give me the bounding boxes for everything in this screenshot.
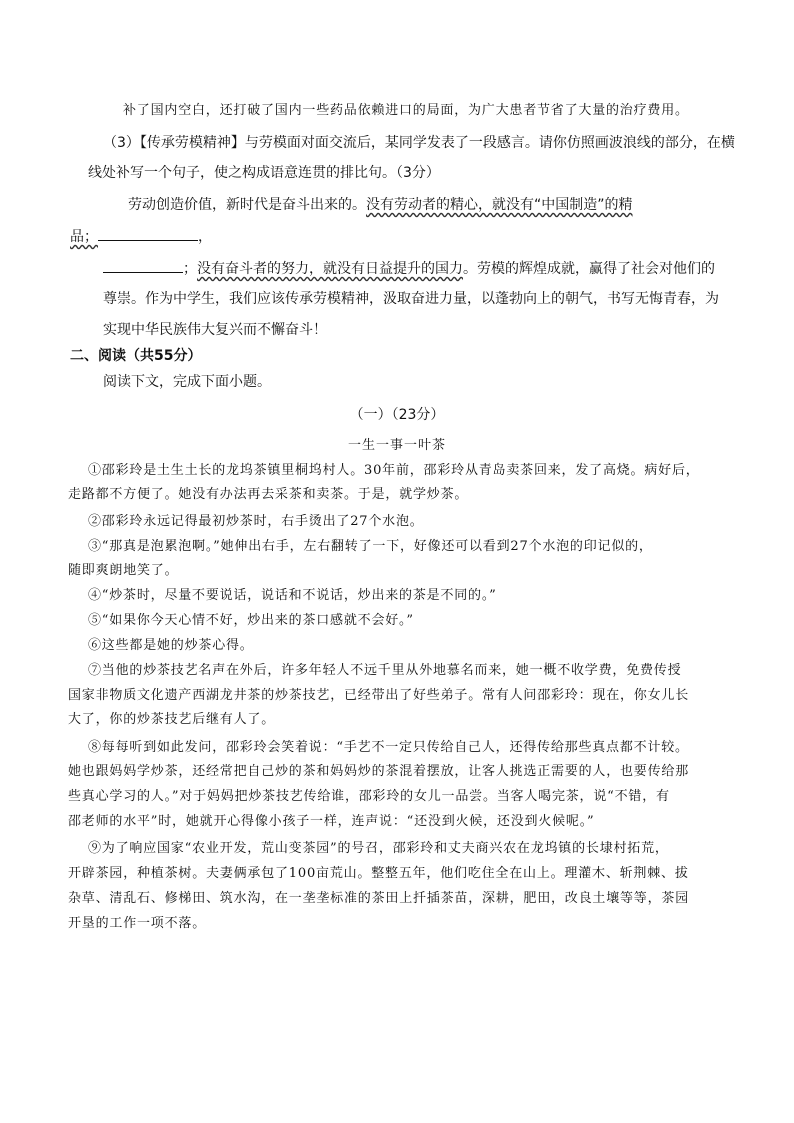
article-p8-line1: ⑧每每听到如此发问，邵彩玲会笑着说：“手艺不一定只传给自己人，还得传给那些真点都不计较。	[88, 740, 689, 755]
article-p8-line3: 些真心学习的人。”对于妈妈把炒茶技艺传给谁，邵彩玲的女儿一品尝。当客人喝完茶，说“不错，有	[68, 789, 670, 804]
section-heading-reading: 二、阅读（共55分）	[70, 348, 202, 364]
article-p4: ④“炒茶时，尽量不要说话，说话和不说话，炒出来的茶是不同的。”	[88, 588, 497, 603]
answer-blank-1[interactable]	[98, 226, 198, 241]
answer-blank-2[interactable]	[103, 258, 183, 273]
q3-passage-opening: 劳动创造价值，新时代是奋斗出来的。	[128, 197, 366, 213]
q3-passage-continue: 。劳模的辉煌成就，赢得了社会对他们的	[463, 261, 715, 277]
q3-passage-line3	[103, 258, 715, 279]
article-p5: ⑤“如果你今天心情不好，炒出来的茶口感就不会好。”	[88, 613, 414, 628]
article-p1-line2: 走路都不方便了。她没有办法再去采茶和卖茶。于是，就学炒茶。	[68, 487, 469, 502]
article-title: 一生一事一叶茶	[347, 438, 446, 453]
article-p2: ②邵彩玲永远记得最初炒茶时，右手烫出了27个水泡。	[88, 514, 424, 529]
article-p7-line2: 国家非物质文化遗产西湖龙井茶的炒茶技艺，已经带出了好些弟子。常有人问邵彩玲：现在，你女儿长	[68, 688, 690, 703]
q3-prompt-line1: （3）【传承劳模精神】与劳模面对面交流后，某同学发表了一段感言。请你仿照画波浪线的部分，在横	[103, 135, 735, 151]
article-p9-line1: ⑨为了响应国家“农业开发，荒山变茶园”的号召，邵彩玲和丈夫商兴农在龙坞镇的长埭村拓荒，	[88, 841, 669, 856]
q3-semicolon: ；	[183, 261, 197, 277]
q3-wavy-sentence-1: 没有劳动者的精心，就没有“中国制造”的精	[366, 197, 633, 213]
article-p8-line4: 邵老师的水平”时，她就开心得像小孩子一样，连声说：“还没到火候，还没到火候呢。”	[68, 814, 595, 829]
q1-tail-text: 补了国内空白，还打破了国内一些药品依赖进口的局面，为广大患者节省了大量的治疗费用。	[123, 103, 689, 118]
q3-passage-line5: 实现中华民族伟大复兴而不懈奋斗！	[103, 322, 327, 338]
q3-comma: ，	[198, 229, 212, 245]
article-p8-line2: 她也跟妈妈学炒茶，还经常把自己炒的茶和妈妈炒的茶混着摆放，让客人挑选正需要的人，也要传给那	[68, 764, 690, 779]
article-p3-line1: ③“那真是泡累泡啊。”她伸出右手，左右翻转了一下，好像还可以看到27个水泡的印记似的，	[88, 539, 653, 554]
article-p9-line4: 开垦的工作一项不落。	[68, 916, 207, 931]
article-p9-line2: 开辟茶园，种植茶树。夫妻俩承包了100亩荒山。整整五年，他们吃住全在山上。理灌木、斩荆棘、拔	[68, 866, 689, 881]
q3-passage-line1	[128, 195, 633, 215]
q3-passage-line2	[70, 226, 212, 247]
part-label: （一）（23分）	[349, 407, 445, 423]
q3-prompt-line2: 线处补写一个句子，使之构成语意连贯的排比句。（3分）	[88, 165, 440, 181]
q3-passage-line4: 尊崇。作为中学生，我们应该传承劳模精神，汲取奋进力量，以蓬勃向上的朝气，书写无悔青春，为	[103, 291, 719, 307]
q3-wavy-sentence-1-end: 品；	[70, 229, 98, 245]
article-p7-line1: ⑦当他的炒茶技艺名声在外后，许多年轻人不远千里从外地慕名而来，她一概不收学费，免费传授	[88, 663, 682, 678]
article-p9-line3: 杂草、清乱石、修梯田、筑水沟，在一垄垄标准的茶田上扦插茶苗，深耕，肥田，改良土壤等等，茶园	[68, 891, 690, 906]
reading-instruction: 阅读下文，完成下面小题。	[103, 374, 271, 390]
article-p3-line2: 随即爽朗地笑了。	[68, 563, 179, 578]
article-p1-line1: ①邵彩玲是土生土长的龙坞茶镇里桐坞村人。30年前，邵彩玲从青岛卖茶回来，发了高烧。病好后，	[88, 463, 700, 478]
article-p6: ⑥这些都是她的炒茶心得。	[88, 638, 254, 653]
q3-wavy-sentence-2: 没有奋斗者的努力，就没有日益提升的国力	[197, 261, 463, 277]
article-p7-line3: 大了，你的炒茶技艺后继有人了。	[68, 712, 276, 727]
